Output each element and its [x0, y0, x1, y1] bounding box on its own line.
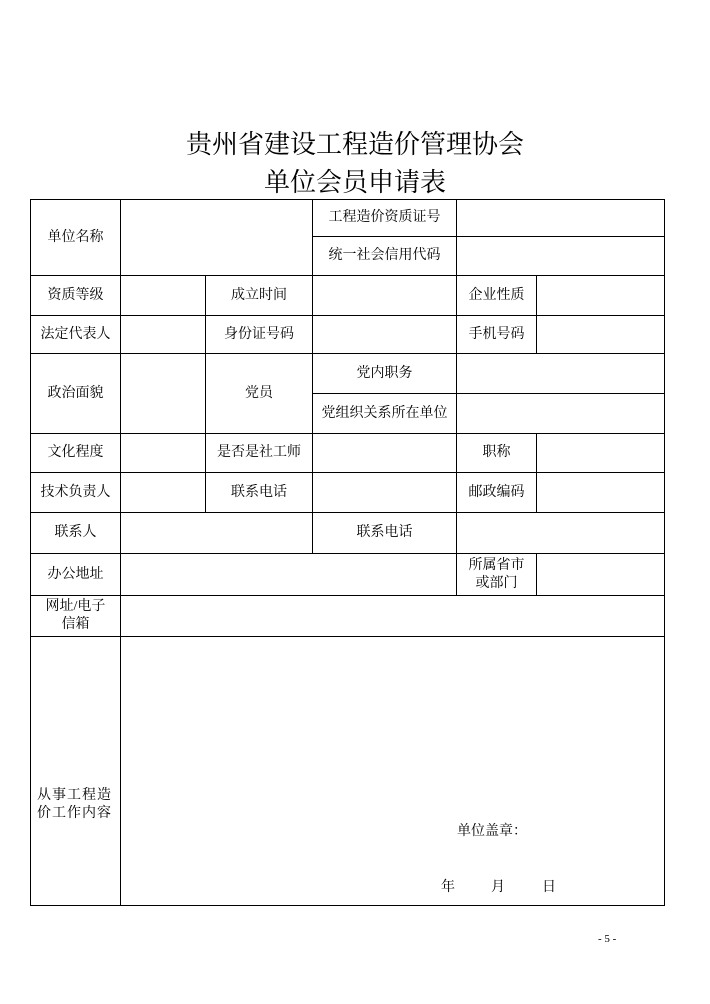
work-content-label-cell — [31, 637, 121, 906]
professional-title-value-cell — [537, 434, 665, 473]
qualification-level-value-cell — [121, 276, 206, 316]
tech-lead-phone-value-cell — [313, 473, 457, 513]
postcode-label: 邮政编码 — [457, 473, 537, 513]
political-status-label: 政治面貌 — [31, 354, 121, 434]
qualification-cert-label: 工程造价资质证号 — [313, 200, 457, 237]
enterprise-type-value-cell — [537, 276, 665, 316]
id-number-value-cell — [313, 316, 457, 354]
founding-date-label: 成立时间 — [206, 276, 313, 316]
tech-lead-phone-label: 联系电话 — [206, 473, 313, 513]
credit-code-value-cell — [457, 237, 665, 276]
website-email-label-line-1: 网址/电子 — [45, 599, 106, 614]
enterprise-type-label: 企业性质 — [457, 276, 537, 316]
work-content-label — [37, 787, 112, 823]
date-day-label: 日 — [542, 880, 556, 895]
legal-rep-label: 法定代表人 — [31, 316, 121, 354]
legal-rep-value-cell — [121, 316, 206, 354]
qualification-level-label: 资质等级 — [31, 276, 121, 316]
contact-label: 联系人 — [31, 513, 121, 554]
org-name-label: 单位名称 — [31, 200, 121, 276]
tech-lead-label: 技术负责人 — [31, 473, 121, 513]
party-member-label: 党员 — [206, 354, 313, 434]
professional-title-label: 职称 — [457, 434, 537, 473]
website-email-label — [31, 596, 121, 637]
political-status-value-cell — [121, 354, 206, 434]
application-form-table — [30, 199, 665, 906]
website-email-label-line-2: 信箱 — [61, 617, 90, 632]
party-org-value-cell — [457, 394, 665, 434]
party-position-label: 党内职务 — [313, 354, 457, 394]
party-org-label: 党组织关系所在单位 — [313, 394, 457, 434]
work-content-label-line-2: 价工作内容 — [37, 806, 112, 821]
contact-phone-label: 联系电话 — [313, 513, 457, 554]
tech-lead-value-cell — [121, 473, 206, 513]
contact-value-cell — [121, 513, 313, 554]
page-number: - 5 - — [598, 933, 617, 945]
contact-phone-value-cell — [457, 513, 665, 554]
id-number-label: 身份证号码 — [206, 316, 313, 354]
title-line-2: 单位会员申请表 — [263, 168, 446, 197]
mobile-value-cell — [537, 316, 665, 354]
website-email-value-cell — [121, 596, 665, 637]
office-address-value-cell — [121, 554, 457, 596]
title-line-1: 贵州省建设工程造价管理协会 — [185, 130, 524, 159]
education-value-cell — [121, 434, 206, 473]
social-worker-label: 是否是社工师 — [206, 434, 313, 473]
province-dept-label — [457, 554, 537, 596]
credit-code-label: 统一社会信用代码 — [313, 237, 457, 276]
qualification-cert-value-cell — [457, 200, 665, 237]
province-dept-label-line-2: 或部门 — [475, 575, 518, 591]
province-dept-value-cell — [537, 554, 665, 596]
form-title — [0, 126, 710, 202]
date-month-label: 月 — [491, 880, 505, 895]
social-worker-value-cell — [313, 434, 457, 473]
office-address-label: 办公地址 — [31, 554, 121, 596]
party-position-value-cell — [457, 354, 665, 394]
province-dept-label-line-1: 所属省市 — [468, 557, 525, 573]
postcode-value-cell — [537, 473, 665, 513]
work-content-label-line-1: 从事工程造 — [37, 788, 112, 803]
seal-label: 单位盖章： — [457, 824, 527, 839]
education-label: 文化程度 — [31, 434, 121, 473]
date-year-label: 年 — [441, 880, 455, 895]
work-content-value-cell — [121, 637, 665, 906]
founding-date-value-cell — [313, 276, 457, 316]
mobile-label: 手机号码 — [457, 316, 537, 354]
org-name-value-cell — [121, 200, 313, 276]
